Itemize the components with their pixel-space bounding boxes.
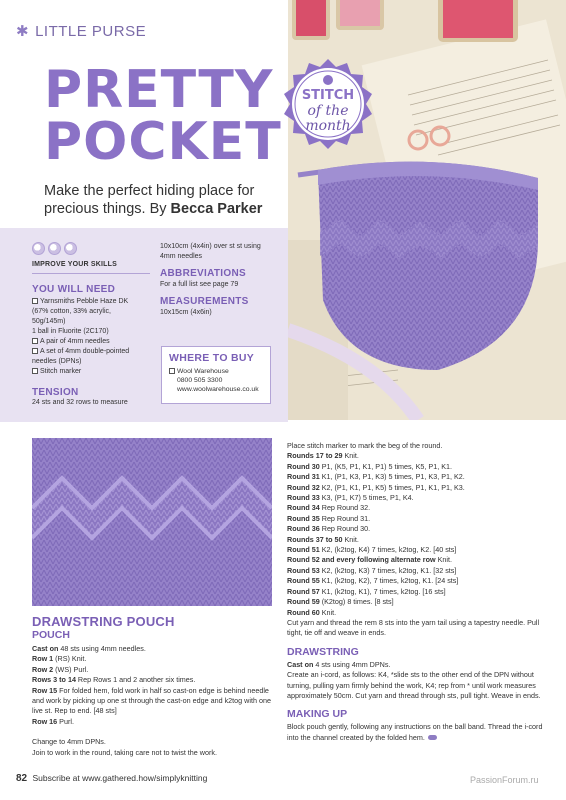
instruction-line: Place stitch marker to mark the beg of the round.	[287, 441, 443, 450]
checkbox-icon	[32, 298, 38, 304]
instruction-line: Create an i-cord, as follows: K4, *slide sts to the other end of the DPN without turning, pulling yarn firmly behind the work, K4; rep from * until work measures approximately 50cm. Cut yarn and thread through sts, pull tight. Weave in ends.	[287, 670, 541, 700]
round-line: Round 53 K2, (k2tog, K3) 7 times, k2tog, K1. [32 sts]	[287, 565, 457, 575]
watermark: PassionForum.ru	[470, 775, 539, 785]
abbreviations-heading: ABBREVIATIONS	[160, 268, 246, 279]
round-line: Round 32 K2, (P1, K1, P1, K5) 5 times, P1, K1, P1, K3.	[287, 482, 465, 492]
measurements-text: 10x15cm (4x6in)	[160, 309, 212, 316]
round-line: Round 36 Rep Round 30.	[287, 524, 371, 534]
where-to-buy-box	[161, 346, 271, 404]
round-line: Round 55 K1, (k2tog, K2), 7 times, k2tog, K1. [24 sts]	[287, 576, 459, 586]
page-footer	[16, 773, 207, 784]
round-line: Round 59 (K2tog) 8 times. [8 sts]	[287, 597, 394, 607]
round-line: Round 35 Rep Round 31.	[287, 513, 371, 523]
skill-level-label: IMPROVE YOUR SKILLS	[32, 261, 117, 268]
you-will-need-heading: YOU WILL NEED	[32, 284, 116, 295]
round-line: Rounds 37 to 50 Knit.	[287, 534, 359, 544]
pouch-subheading: POUCH	[32, 629, 70, 641]
instruction-line: Row 15 For folded hem, fold work in half so cast-on edge is behind needle and work by picking up one st through the cast-on edge and k2tog with one live st. Rep to end. [48 sts]	[32, 685, 271, 716]
divider	[32, 273, 150, 274]
title-line-2: POCKET	[44, 112, 282, 172]
pouch-instructions	[32, 644, 274, 758]
abbreviations-text: For a full list see page 79	[160, 281, 239, 288]
you-will-need	[32, 284, 152, 377]
badge-line-3: month	[305, 118, 351, 134]
shop-phone: 0800 505 3300	[177, 377, 223, 384]
instruction-line: Row 16 Purl.	[32, 716, 74, 726]
yarn-ball-icon	[64, 242, 77, 255]
drawstring-pouch-heading: DRAWSTRING POUCH	[32, 614, 175, 629]
skill-level	[32, 242, 152, 268]
need-item-marker: Stitch marker	[32, 367, 152, 377]
stitch-closeup-photo	[32, 438, 272, 606]
shop-name: Wool Warehouse	[169, 367, 263, 376]
round-line: Round 31 K1, (P1, K3, P1, K3) 5 times, P1, K3, P1, K2.	[287, 472, 465, 482]
drawstring-instructions	[287, 660, 551, 702]
section-tag	[16, 22, 146, 40]
asterisk-icon: ✱	[16, 23, 30, 40]
checkbox-icon	[169, 368, 175, 374]
instruction-line: Join to work in the round, taking care not to twist the work.	[32, 747, 217, 757]
shop-website[interactable]: www.woolwarehouse.co.uk	[177, 386, 259, 393]
checkbox-icon	[32, 368, 38, 374]
yarn-balls-rating	[32, 242, 152, 255]
round-line: Round 33 K3, (P1, K7) 5 times, P1, K4.	[287, 493, 414, 503]
drawstring-heading: DRAWSTRING	[287, 645, 359, 658]
page-number: 82	[16, 773, 28, 784]
author-name: Becca Parker	[170, 201, 263, 217]
badge-seal-icon	[276, 52, 380, 156]
pattern-right-column	[287, 441, 551, 743]
badge-line-1: STITCH	[301, 88, 355, 103]
badge-line-2: of the	[307, 103, 349, 119]
title-line-1: PRETTY	[44, 60, 274, 120]
instruction-line: Cast on 4 sts using 4mm DPNs.	[287, 659, 391, 669]
instruction-line: Row 1 (RS) Knit.	[32, 654, 87, 664]
instruction-line: Row 2 (WS) Purl.	[32, 664, 89, 674]
sidebar-right-column	[160, 242, 282, 318]
round-line: Round 57 K1, (k2tog, K1), 7 times, k2tog. [16 sts]	[287, 586, 446, 596]
round-line: Round 52 and every following alternate row Knit.	[287, 555, 452, 565]
pattern-left-column	[32, 614, 274, 758]
yarn-ball-icon	[48, 242, 61, 255]
page-title	[44, 60, 284, 172]
round-line: Round 34 Rep Round 32.	[287, 503, 371, 513]
round-line: Round 30 P1, (K5, P1, K1, P1) 5 times, K5, P1, K1.	[287, 461, 452, 471]
checkbox-icon	[32, 348, 38, 354]
round-line: Round 51 K2, (k2tog, K4) 7 times, k2tog, K2. [40 sts]	[287, 545, 457, 555]
subtitle-text: Make the perfect hiding place for precious things. By	[44, 183, 255, 217]
subtitle	[44, 182, 284, 218]
where-to-buy-heading: WHERE TO BUY	[169, 352, 255, 364]
measurements-heading: MEASUREMENTS	[160, 296, 249, 307]
instruction-line: Change to 4mm DPNs.	[32, 737, 106, 747]
tension-heading: TENSION	[32, 387, 79, 398]
footer-subscribe-link[interactable]: Subscribe at www.gathered.how/simplyknitting	[32, 773, 208, 783]
tension-text: 24 sts and 32 rows to measure	[32, 399, 128, 406]
making-up-heading: MAKING UP	[287, 708, 348, 721]
stitch-closeup-illustration	[32, 438, 272, 606]
end-mark-icon	[428, 735, 437, 740]
instruction-line: Cast on 48 sts using 4mm needles.	[32, 644, 146, 653]
round-line: Round 60 Knit.	[287, 607, 337, 617]
need-item-yarn: Yarnsmiths Pebble Haze DK (67% cotton, 33% acrylic, 50g/145m) 1 ball in Fluorite (2C170)	[32, 298, 129, 335]
checkbox-icon	[32, 338, 38, 344]
tension-cont: 10x10cm (4x4in) over st st using 4mm needles	[160, 243, 261, 260]
instruction-line: Cut yarn and thread the rem 8 sts into the yarn tail using a tapestry needle. Pull tight, tie off and weave in ends.	[287, 617, 540, 638]
instruction-line: Rows 3 to 14 Rep Rows 1 and 2 another six times.	[32, 675, 196, 685]
section-tag-label: LITTLE PURSE	[35, 22, 147, 40]
need-item-dpns: A set of 4mm double-pointed needles (DPNs)	[32, 348, 130, 365]
tension	[32, 387, 157, 408]
need-item-needles: A pair of 4mm needles	[32, 337, 152, 347]
yarn-ball-icon	[32, 242, 45, 255]
stitch-of-the-month-badge	[276, 52, 380, 156]
round-line: Rounds 17 to 29 Knit.	[287, 451, 359, 461]
rounds-instructions	[287, 441, 551, 639]
making-up-instructions: Block pouch gently, following any instructions on the ball band. Thread the i-cord into the channel created by the folded hem.	[287, 722, 543, 742]
